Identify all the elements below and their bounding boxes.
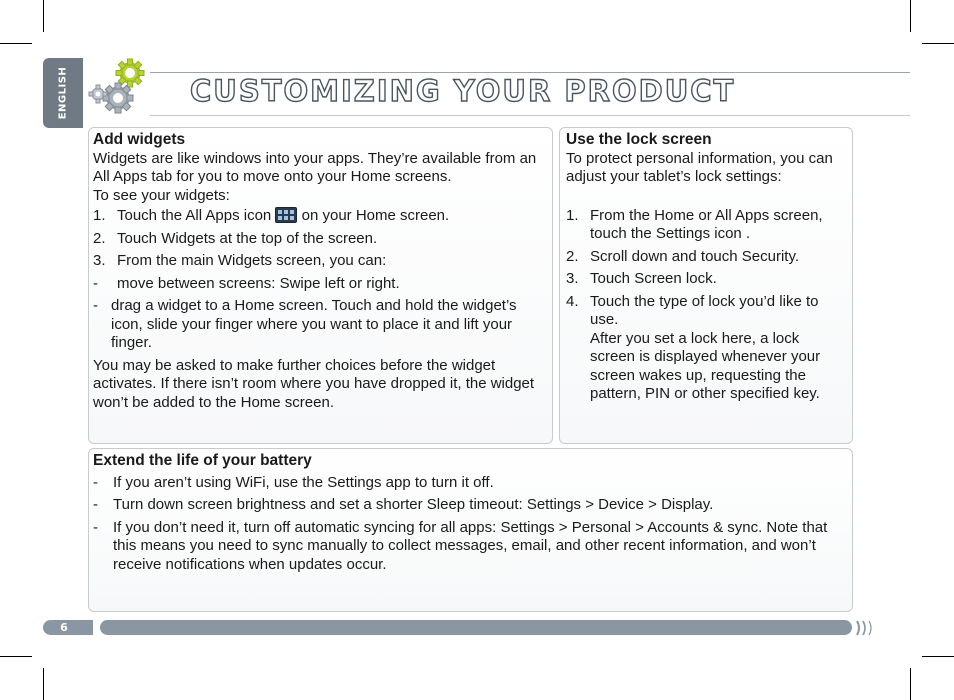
list-note: After you set a lock here, a lock screen is displayed whenever your screen wakes up, requesting the pattern, PIN or other specified key. <box>590 329 821 402</box>
list-marker: 2. <box>93 229 106 247</box>
list-item <box>93 496 848 515</box>
crop-mark <box>43 668 44 700</box>
list-item <box>93 297 548 353</box>
list-marker: 3. <box>566 270 579 287</box>
list-text: If you aren’t using WiFi, use the Settings app to turn it off. <box>113 473 494 491</box>
list-marker: - <box>93 473 98 491</box>
title-rule <box>150 115 910 116</box>
list-marker: 1. <box>566 206 579 224</box>
list-item <box>93 252 548 271</box>
crop-mark <box>910 668 911 700</box>
page-title: CUSTOMIZING YOUR PRODUCT <box>190 74 736 108</box>
list-text: If you don’t need it, turn off automatic syncing for all apps: Settings > Personal > Accounts & sync. Note that this means you need to sync manually to collect messages, email, and other recent information, and won’t receive notifications when updates occur. <box>113 518 828 573</box>
list-item <box>93 275 548 294</box>
list-text: From the main Widgets screen, you can: <box>117 252 387 269</box>
list-text: move between screens: Swipe left or right. <box>117 274 400 292</box>
lock-section <box>559 127 853 444</box>
battery-section <box>88 448 853 612</box>
list-item <box>93 519 848 575</box>
list-marker: - <box>93 274 98 292</box>
list-marker: 1. <box>93 207 106 224</box>
section-intro: To protect personal information, you can adjust your tablet’s lock settings: <box>566 149 833 185</box>
list-marker: 2. <box>566 247 579 265</box>
page-number: 6 <box>60 621 68 634</box>
title-rule <box>150 72 910 73</box>
chevron-right-icon <box>855 619 875 637</box>
language-label: ENGLISH <box>57 66 69 120</box>
list-text: Turn down screen brightness and set a shorter Sleep timeout: Settings > Device > Display. <box>113 496 714 513</box>
footer-bar <box>100 620 852 635</box>
section-heading: Add widgets <box>93 131 186 148</box>
crop-mark <box>0 656 32 657</box>
list-text: drag a widget to a Home screen. Touch and hold the widget’s icon, slide your finger where you want to place it and lift your finger. <box>111 297 517 351</box>
crop-mark <box>922 43 954 44</box>
crop-mark <box>43 0 44 32</box>
list-item <box>566 207 848 244</box>
list-text: Touch Screen lock. <box>590 270 717 287</box>
list-item <box>93 207 548 226</box>
list-text: Touch the All Apps icon <box>117 207 272 224</box>
list-item <box>93 474 848 493</box>
list-marker: - <box>93 297 98 314</box>
language-tab <box>43 58 83 128</box>
list-item <box>566 270 848 289</box>
list-marker: - <box>93 518 98 536</box>
list-item <box>93 230 548 249</box>
crop-mark <box>910 0 911 32</box>
section-heading: Extend the life of your battery <box>93 452 312 469</box>
list-text: Touch Widgets at the top of the screen. <box>117 229 378 247</box>
list-text: From the Home or All Apps screen, touch the Settings icon . <box>590 206 823 242</box>
list-marker: 3. <box>93 252 106 269</box>
list-item <box>566 248 848 267</box>
list-text: Scroll down and touch Security. <box>590 247 799 265</box>
gears-icon <box>86 58 156 120</box>
section-subtitle: To see your widgets: <box>93 186 230 204</box>
widgets-section <box>88 127 553 444</box>
page-number-tab <box>43 620 93 635</box>
crop-mark <box>922 656 954 657</box>
list-text: on your Home screen. <box>301 207 450 224</box>
list-item <box>566 293 848 404</box>
section-intro: Widgets are like windows into your apps. They’re available from an All Apps tab for you to move onto your Home screens. <box>93 149 537 185</box>
list-marker: - <box>93 496 98 513</box>
section-heading: Use the lock screen <box>566 131 712 148</box>
section-closing: You may be asked to make further choices before the widget activates. If there isn’t room where you have dropped it, the widget won’t be added to the Home screen. <box>93 356 535 411</box>
crop-mark <box>0 43 32 44</box>
all-apps-icon <box>275 207 297 223</box>
list-text: Touch the type of lock you’d like to use. <box>590 292 819 328</box>
list-marker: 4. <box>566 292 579 310</box>
